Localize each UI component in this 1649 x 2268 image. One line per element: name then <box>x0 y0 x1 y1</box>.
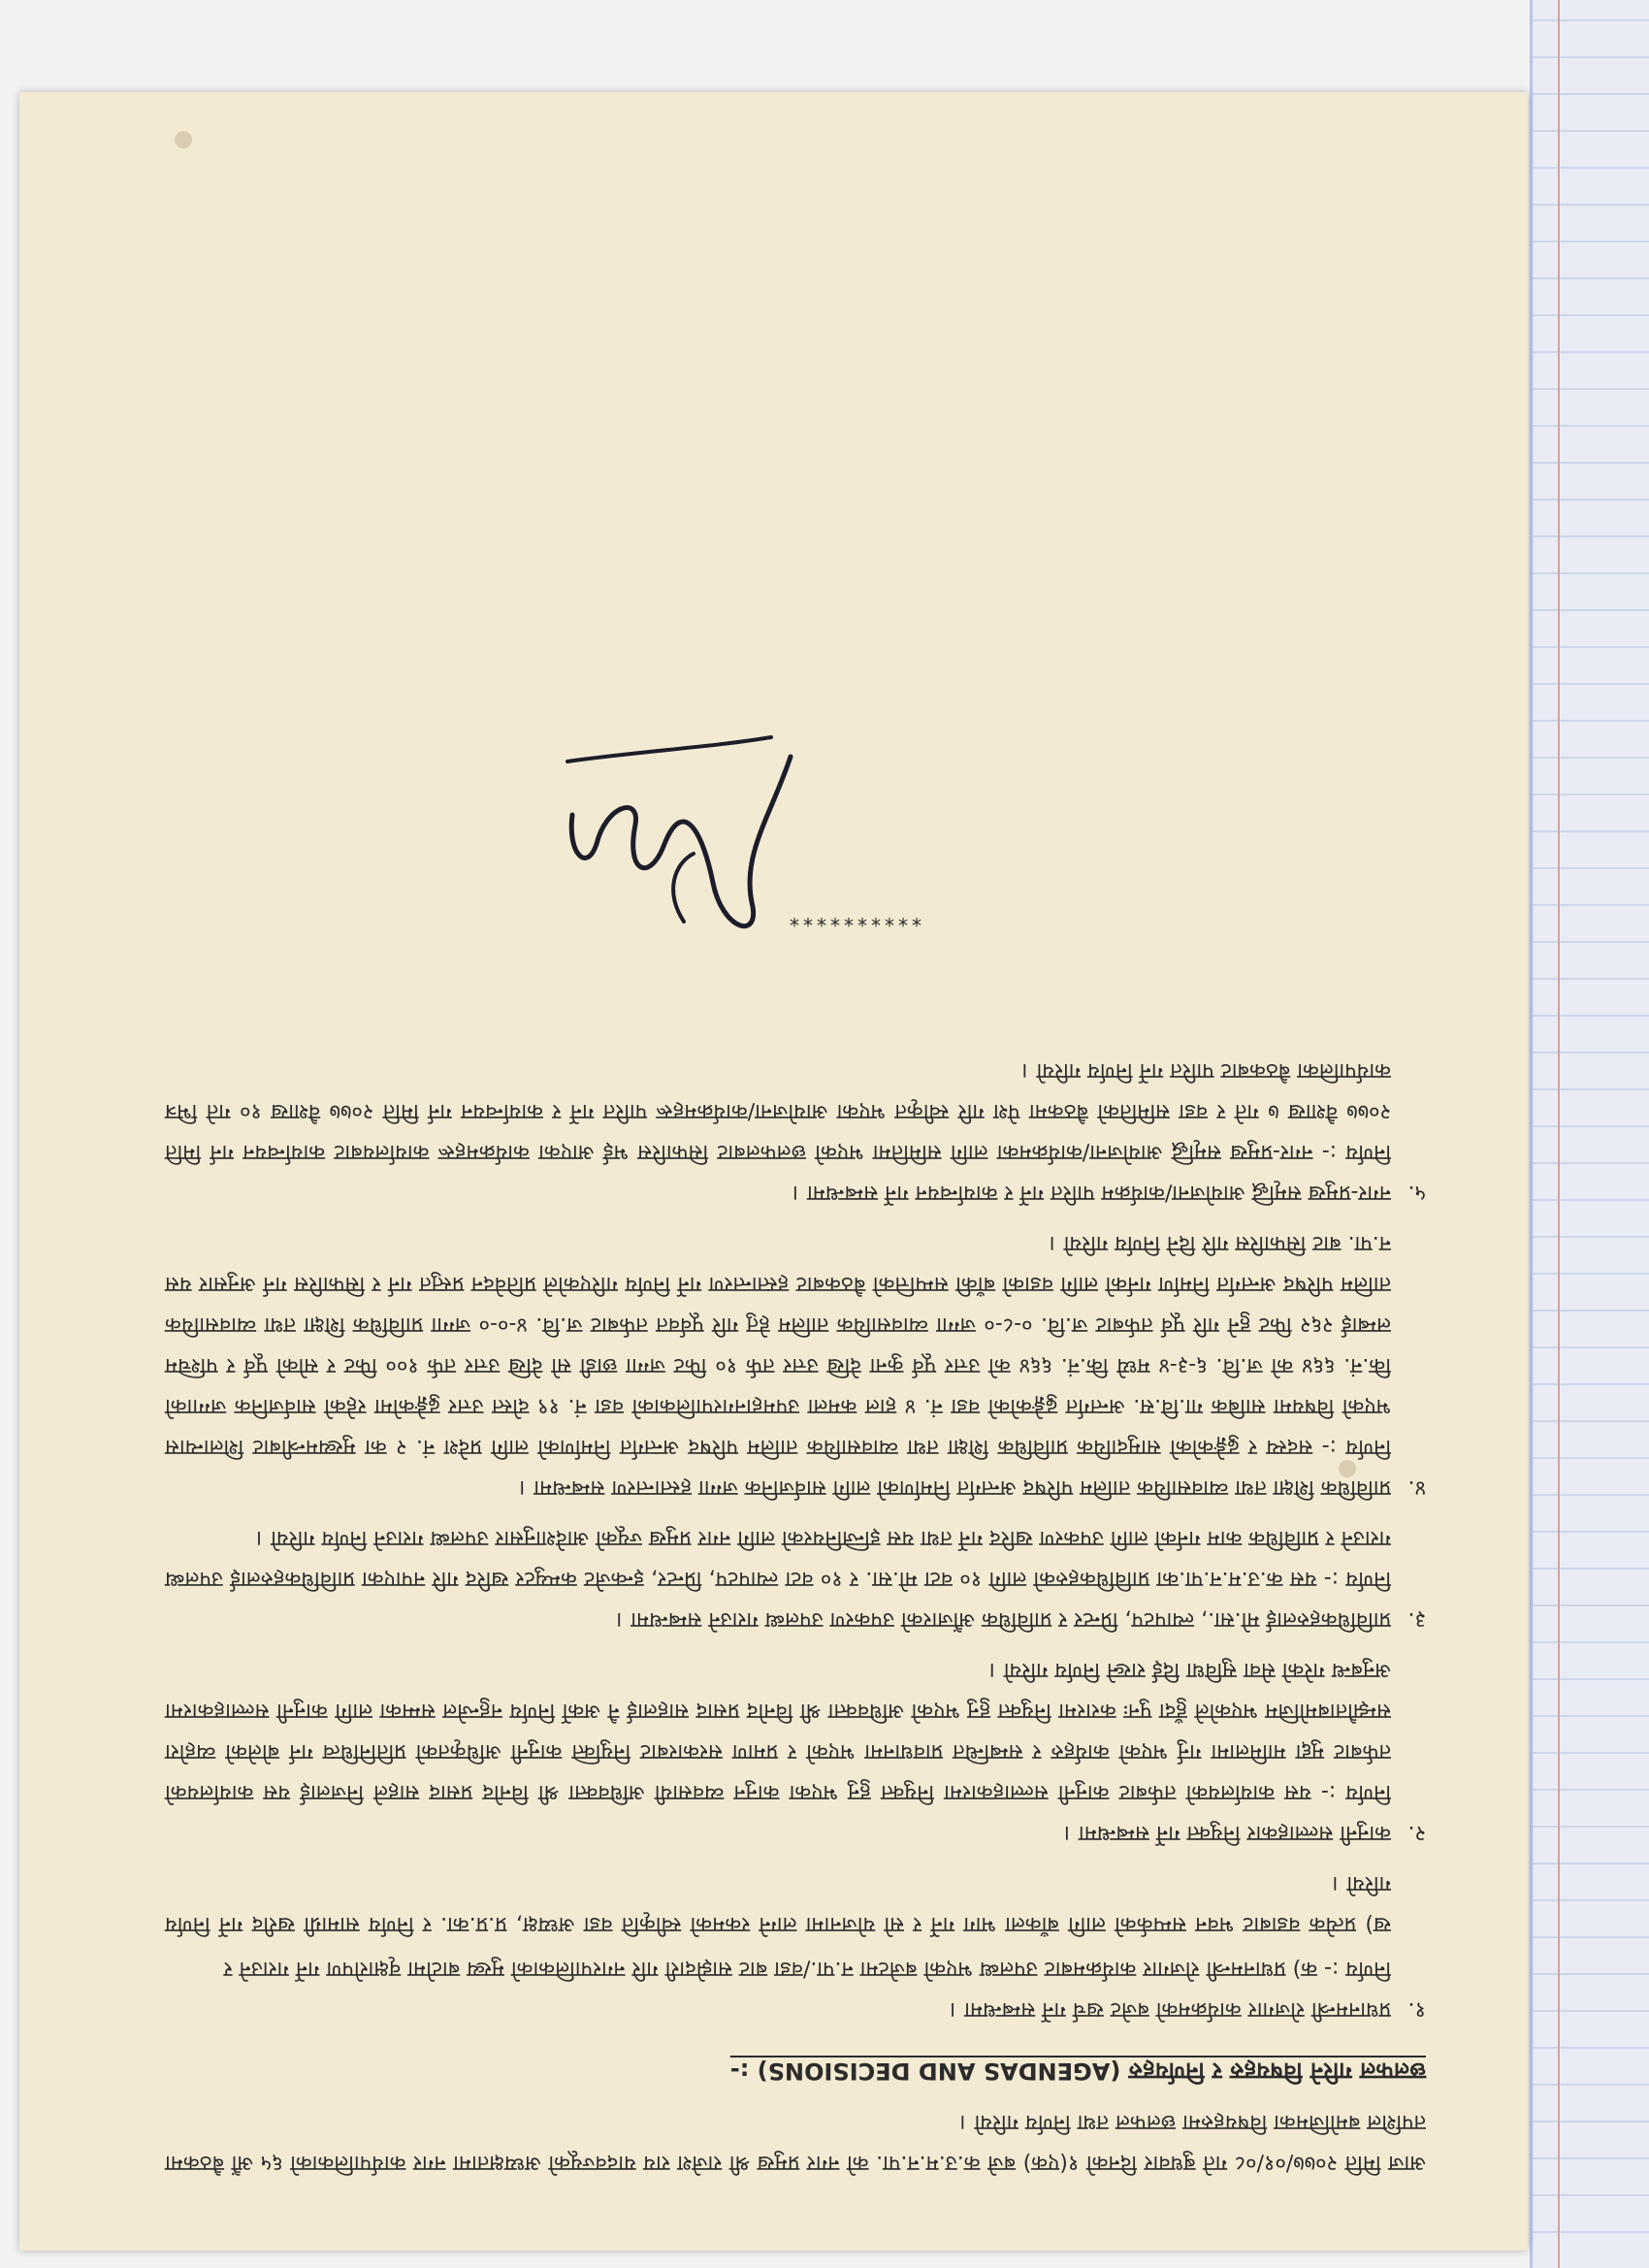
notebook-page-background <box>1530 0 1649 2268</box>
end-marker: ********** <box>786 907 922 930</box>
document-content <box>165 898 1426 2183</box>
item-number: २. <box>1407 1821 1426 1845</box>
agenda-item <box>165 1046 1426 1213</box>
item-title: प्राविधिकहरुलाई मो.सा., ल्यापटप, प्रिन्टर र प्राविधिक औंजारको उपकरण उपलब्ध गराउने सम्बन्धमा । <box>615 1607 1391 1632</box>
handwritten-signature <box>538 708 829 960</box>
item-title: नगर-प्रमुख समृद्धि आयोजना/कार्यक्रम पारित गर्ने र कार्यान्वयन गर्ने सम्बन्धमा । <box>792 1181 1391 1205</box>
item-title: प्राविधिक शिक्षा तथा व्यावसायिक तालिम परिषद अन्तर्गत निर्माणको लागि सार्वजनिक जग्गा हस्तान्तरण सम्बन्धमा । <box>519 1475 1391 1500</box>
item-number: ३. <box>1407 1607 1426 1632</box>
item-decision: निर्णय :- नगर-प्रमुख समृद्धि आयोजना/कार्यक्रमका लागि समितिमा भएको छलफलबाट सिफारिस भई आएका कार्यक्रमहरू कार्यालयबाट कार्यान्वयन गर्न मिति २०७७ वैशाख ७ गते र वडा समितिको बैठकमा पेश गरि स्वीकृत भएका आयोजना/कार्यक्रमहरू पारित गर्ने र कार्यान्वयन गर्न मिति २०७७ वैशाख १० गते भित्र कार्यपालिका बैठकबाट पारित गर्ने निर्णय गरियो । <box>165 1058 1391 1164</box>
intro-paragraph: आज मिति २०७७/०१/०८ गते बुधवार दिनको १(एक) बजे क.उ.म.न.पा. को नगर प्रमुख श्री राजेश राय यादवज्यूको अध्यक्षतामा नगर कार्यपालिकाको ६५ औं बैठकमा तपशिल बमोजिमका विषयहरुमा छलफल तथा निर्णय गरियो । <box>165 2110 1426 2175</box>
item-decision: निर्णय :- यस कार्यालयको तर्फबाट कानुनी सल्लाहकारमा नियुक्त हुनु भएका कानुन व्यवसायी अधिवक्ता श्री विनोद प्रसाद साहले निजलाई यस कार्यालयको तर्फबाट मुद्दा मामिलामा गर्नु भएको कार्यहरु र सम्बन्धित प्रावधानमा भएको र प्रमाण सरकारबाट नियुक्ति कानुनी अधिकृतको प्रतिनिधित्व गर्न बोलेको व्यहोरा सम्झौताबमोजिम भएकोले हुँदा पुनः करारमा नियुक्त हुनु भएको अधिवक्ता श्री विनोद प्रसाद साहलाई नै अर्को निर्णय नहुन्जेल सम्मका लागि कानुनी सल्लाहकारमा अनुबन्ध गरेको सेवा सुविधा दिई राख्ने निर्णय गरियो । <box>165 1658 1391 1804</box>
rotated-document <box>19 92 1528 2251</box>
item-decision: निर्णय :- क) प्रधानमन्त्री रोजगार कार्यक्रमबाट उपलब्ध भएको बजेटमा न.पा./वडा बाट साझेदारी गरि नगरपालिकाको मुख्य बाटोमा वृक्षारोपण गर्ने गराउने र <box>223 1957 1391 1981</box>
document-page <box>19 92 1528 2251</box>
agenda-item <box>165 1513 1426 1639</box>
item-decision: निर्णय :- सदस्य र ढुङ्गेकोको सामुदायिक प्राविधिक शिक्षा तथा व्यावसायिक तालिम परिषद अन्तर्गत निर्माणको लागि प्रदेश नं. २ का मुख्यमन्त्रीबाट शिलान्यास भएको विषयमा साबिक गा.वि.स. अन्तर्गत ढुङ्गेकोको वडा नं. ४ हाल कमला उपमहानगरपालिकाको वडा नं. १९ दोस्त उत्तर ढुङ्गेकोमा रहेको सार्वजनिक जग्गाको कि.नं. ६६४ को ज.वि. ६-३-४ मध्ये कि.नं. ६६४ को उत्तर पूर्व कुना देखि उत्तर तर्फ १० फिट जग्गा छाडी सो देखि उत्तर तर्फ १०० फिट र सोको पूर्व र पश्चिम लम्बाई २६२ फिट हुने गरि पूर्व तर्फबाट ज.वि. ०-८-० जग्गा व्यावसायिक तालिम हेतु गरि पूर्ववत तर्फबाट ज.वि. ४-०-० जग्गा प्राविधिक शिक्षा तथा व्यावसायिक तालिम परिषद अन्तर्गत निर्माण गर्नको लागि वडाको बाँकी सम्पत्तिको बैठकबाट हस्तान्तरण गर्ने निर्णय गरिएकोले प्रतिवेदन प्रस्तुत गर्न र सिफारिस गर्न अनुसार यस न.पा. बाट सिफारिस गरि दिने निर्णय गरियो । <box>165 1231 1391 1459</box>
item-title: कानुनी सल्लाहकार नियुक्त गर्ने सम्बन्धमा । <box>1063 1821 1391 1845</box>
item-decision: निर्णय :- यस क.उ.म.न.पा.का प्राविधिकहरुको लागि १० वटा मो.सा. र १० वटा ल्यापटप, प्रिन्टर, इन्कजेट कम्प्युटर खरिद गरि नपाएका प्राविधिकहरुलाई उपलब्ध गराउने र प्राविधिक काम गर्नको लागि उपकरण खरिद गर्ने तथा यस इन्जिनियरको लागि नगर प्रमुख ज्यूको आदेशानुसार उपलब्ध गराउने निर्णय गरियो । <box>165 1526 1391 1591</box>
agenda-item <box>165 1645 1426 1853</box>
item-number: ४. <box>1407 1475 1426 1500</box>
agenda-item <box>165 1218 1426 1507</box>
agenda-heading: छलफल गरिने विषयहरु र निर्णयहरु (AGENDAS AND DECISIONS) :- <box>729 2057 1426 2085</box>
item-number: १. <box>1407 1997 1426 2022</box>
item-title: प्रधानमन्त्री रोजगार कार्यक्रमको बजेट खर्च गर्ने सम्बन्धमा । <box>949 1997 1391 2022</box>
item-number: ५. <box>1407 1181 1426 1205</box>
item-sub-decision: ख) प्रत्येक वडाबाट भवन सम्पर्कको लागि बाँकला भाग गर्ने र सो योजनामा लाग्ने रकमको स्वीकृति वडा अध्यक्ष, प्र.प्र.का. र निर्णय सामाग्री खरीद गर्ने निर्णय गरियो । <box>165 1871 1391 1936</box>
agenda-item <box>165 1859 1426 2029</box>
